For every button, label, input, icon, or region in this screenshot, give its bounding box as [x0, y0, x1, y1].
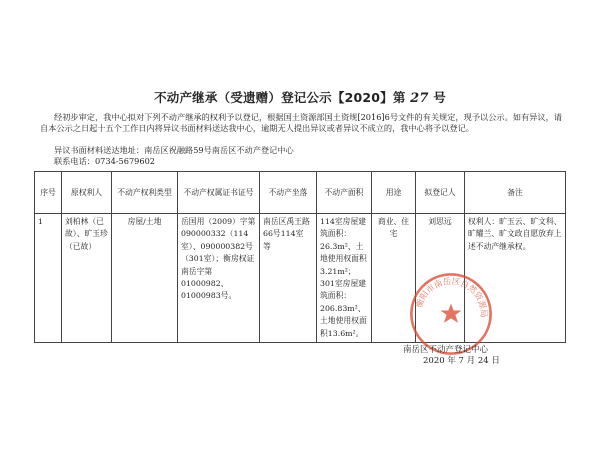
- title-number: 27: [410, 91, 429, 106]
- intro-paragraph: 经初步审定，我中心拟对下列不动产继承的权利予以登记，根据国土资源部国土资规[2016]6号文件的有关规定，现予以公示。如有异议，请自本公示之日起十五个工作日内将异议书面材料送达我中心，逾期无人提出异议或者异议不成立的，我中心将予以登记。: [40, 112, 562, 134]
- header-location: 不动产坐落: [260, 172, 317, 214]
- header-remark: 备注: [465, 172, 566, 214]
- header-index: 序号: [35, 172, 62, 214]
- seal-text: 衡阳市南岳区自然资源局: [413, 275, 489, 318]
- cell-remark: 权利人：旷玉云、旷文科、旷耀兰、旷文政自愿放弃上述不动产继承权。: [465, 214, 566, 343]
- cell-certificate: 岳国用（2009）字第090000332（114室）、090000382号（301室）；衡房权证南岳字第01000982、01000983号。: [178, 214, 260, 343]
- header-certificate: 不动产权属证书证号: [178, 172, 260, 214]
- header-applicant: 拟登记人: [416, 172, 465, 214]
- page-title: [0, 88, 600, 106]
- header-original-owner: 原权利人: [62, 172, 112, 214]
- signature-org: 南岳区不动产登记中心: [403, 345, 489, 355]
- header-usage: 用途: [372, 172, 416, 214]
- title-text: 不动产继承（受遗赠）登记公示【2020】第: [154, 90, 406, 105]
- header-area: 不动产面积: [317, 172, 372, 214]
- cell-applicant: 刘思远: [416, 214, 465, 343]
- objection-address: 异议书面材料送达地址：南岳区祝融路59号南岳区不动产登记中心: [54, 145, 294, 155]
- header-right-type: 不动产权利类型: [112, 172, 178, 214]
- cell-index: 1: [35, 214, 62, 343]
- cell-right-type: 房屋/土地: [112, 214, 178, 343]
- cell-location: 南岳区禹王路66号114室 等: [260, 214, 317, 343]
- cell-usage: 商业、住宅: [372, 214, 416, 343]
- cell-original-owner: 刘柏林（已故）、旷玉珍（已故）: [62, 214, 112, 343]
- cell-area: 114室房屋建筑面积：26.3m²、土地使用权面积3.21m²；301室房屋建筑面积：206.83m²、土地使用权面积13.6m²。: [317, 214, 372, 343]
- signature-date: 2020 年 7 月 24 日: [423, 356, 500, 366]
- title-suffix: 号: [433, 90, 446, 105]
- contact-phone: 联系电话：0734-5679602: [54, 156, 156, 166]
- table-header-row: [35, 172, 566, 214]
